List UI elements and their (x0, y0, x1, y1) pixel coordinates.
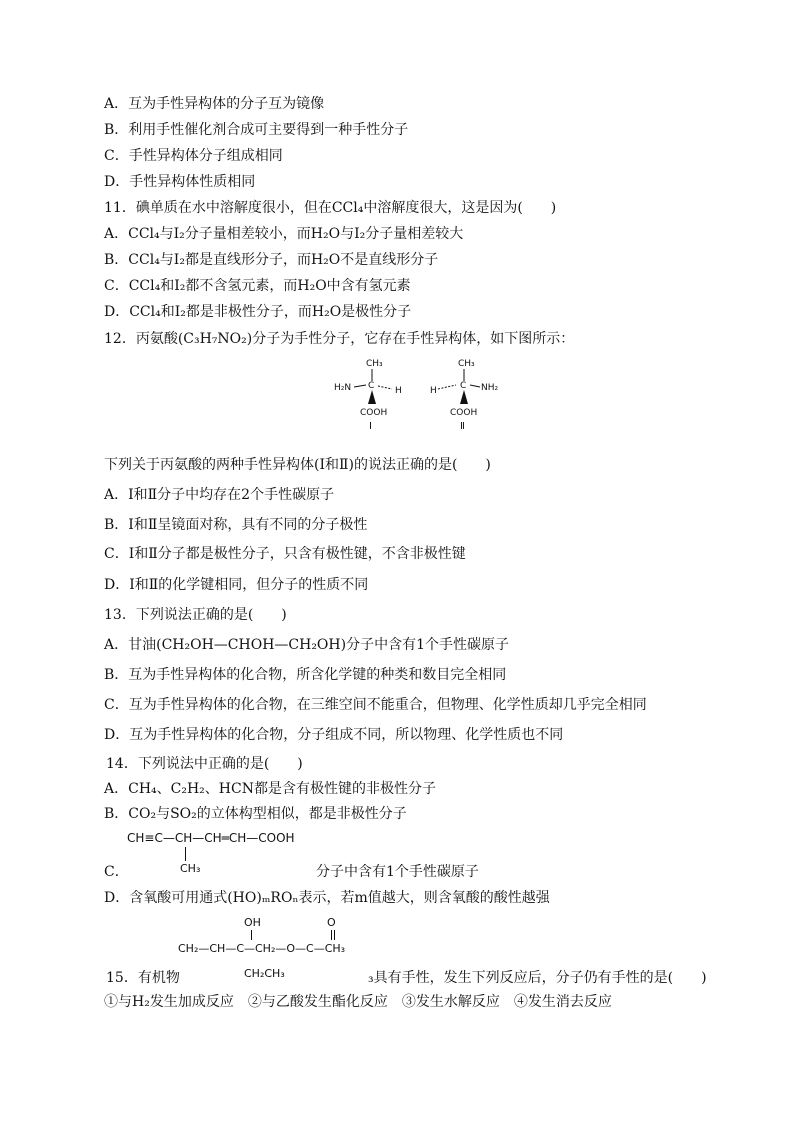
isomer-ii-bottom: COOH (450, 408, 478, 418)
isomer-ii-left: H (430, 386, 437, 396)
q13-option-b: B．互为手性异构体的化合物，所含化学键的种类和数目完全相同 (104, 667, 507, 683)
isomer-i-top: CH₃ (366, 359, 383, 369)
q14-option-c-label: C． (104, 864, 129, 880)
q14-c-branch-bond (185, 847, 186, 861)
isomer-i-center: C (368, 381, 375, 391)
isomer-ii-right: NH₂ (481, 383, 499, 393)
q10-option-d: D．手性异构体性质相同 (104, 174, 256, 190)
q15-stem-post: ₃具有手性，发生下列反应后，分子仍有手性的是( ) (368, 970, 707, 986)
q15-stem-pre: 15．有机物 (106, 970, 180, 986)
q10-option-c: C．手性异构体分子组成相同 (104, 148, 283, 164)
q14-c-branch: CH₃ (180, 862, 201, 875)
q14-option-c-text: 分子中含有1个手性碳原子 (316, 864, 479, 880)
isomer-ii-top: CH₃ (458, 359, 475, 369)
q12-intro: 下列关于丙氨酸的两种手性异构体(Ⅰ和Ⅱ)的说法正确的是( ) (104, 457, 491, 473)
q15-formula-main: CH₂—CH—C—CH₂—O—C—CH₃ (178, 942, 346, 955)
isomer-ii-center: C (460, 381, 467, 391)
isomer-i-right: H (395, 386, 402, 396)
isomer-i-left: H₂N (334, 383, 352, 393)
q13-option-a: A．甘油(CH₂OH—CHOH—CH₂OH)分子中含有1个手性碳原子 (104, 637, 509, 653)
q15-options: ①与H₂发生加成反应 ②与乙酸发生酯化反应 ③发生水解反应 ④发生消去反应 (104, 994, 612, 1010)
alanine-enantiomers-figure (330, 356, 510, 434)
q15-carbonyl-bond-2 (334, 930, 335, 940)
q11-option-d: D．CCl₄和I₂都是非极性分子，而H₂O是极性分子 (104, 304, 412, 320)
q12-option-d: D．Ⅰ和Ⅱ的化学键相同，但分子的性质不同 (104, 577, 369, 593)
q13-stem: 13．下列说法正确的是( ) (104, 607, 287, 623)
q15-formula-branch: CH₂CH₃ (244, 967, 285, 980)
q11-option-b: B．CCl₄与I₂都是直线形分子，而H₂O不是直线形分子 (104, 252, 439, 268)
q12-option-a: A．Ⅰ和Ⅱ分子中均存在2个手性碳原子 (104, 487, 335, 503)
q14-option-a: A．CH₄、C₂H₂、HCN都是含有极性键的非极性分子 (104, 781, 436, 797)
q10-option-b: B．利用手性催化剂合成可主要得到一种手性分子 (104, 122, 409, 138)
q15-formula-oh: OH (244, 916, 261, 929)
isomer-i-bottom: COOH (360, 408, 388, 418)
q11-option-c: C．CCl₄和I₂都不含氢元素，而H₂O中含有氢元素 (104, 278, 411, 294)
isomer-ii-label: Ⅱ (460, 421, 465, 432)
isomer-i-label: Ⅰ (369, 421, 372, 432)
q14-option-b: B．CO₂与SO₂的立体构型相似，都是非极性分子 (104, 806, 407, 822)
q12-option-c: C．Ⅰ和Ⅱ分子都是极性分子，只含有极性键，不含非极性键 (104, 546, 466, 562)
q15-oh-bond (251, 930, 252, 940)
q12-option-b: B．Ⅰ和Ⅱ呈镜面对称，具有不同的分子极性 (104, 517, 368, 533)
q14-stem: 14．下列说法中正确的是( ) (106, 756, 303, 772)
q15-formula-o: O (327, 916, 336, 929)
q11-stem: 11．碘单质在水中溶解度很小，但在CCl₄中溶解度很大，这是因为( ) (104, 200, 557, 216)
q14-option-d: D．含氧酸可用通式(HO)ₘROₙ表示，若m值越大，则含氧酸的酸性越强 (104, 890, 550, 906)
q15-carbonyl-bond-1 (331, 930, 332, 940)
q14-c-formula: CH≡C—CH—CH═CH—COOH (127, 831, 295, 845)
q13-option-d: D．互为手性异构体的化合物，分子组成不同，所以物理、化学性质也不同 (104, 727, 564, 743)
q12-stem: 12．丙氨酸(C₃H₇NO₂)分子为手性分子，它存在手性异构体，如下图所示： (104, 331, 575, 347)
q11-option-a: A．CCl₄与I₂分子量相差较小，而H₂O与I₂分子量相差较大 (104, 226, 464, 242)
q13-option-c: C．互为手性异构体的化合物，在三维空间不能重合，但物理、化学性质却几乎完全相同 (104, 697, 647, 713)
q10-option-a: A．互为手性异构体的分子互为镜像 (104, 96, 325, 112)
